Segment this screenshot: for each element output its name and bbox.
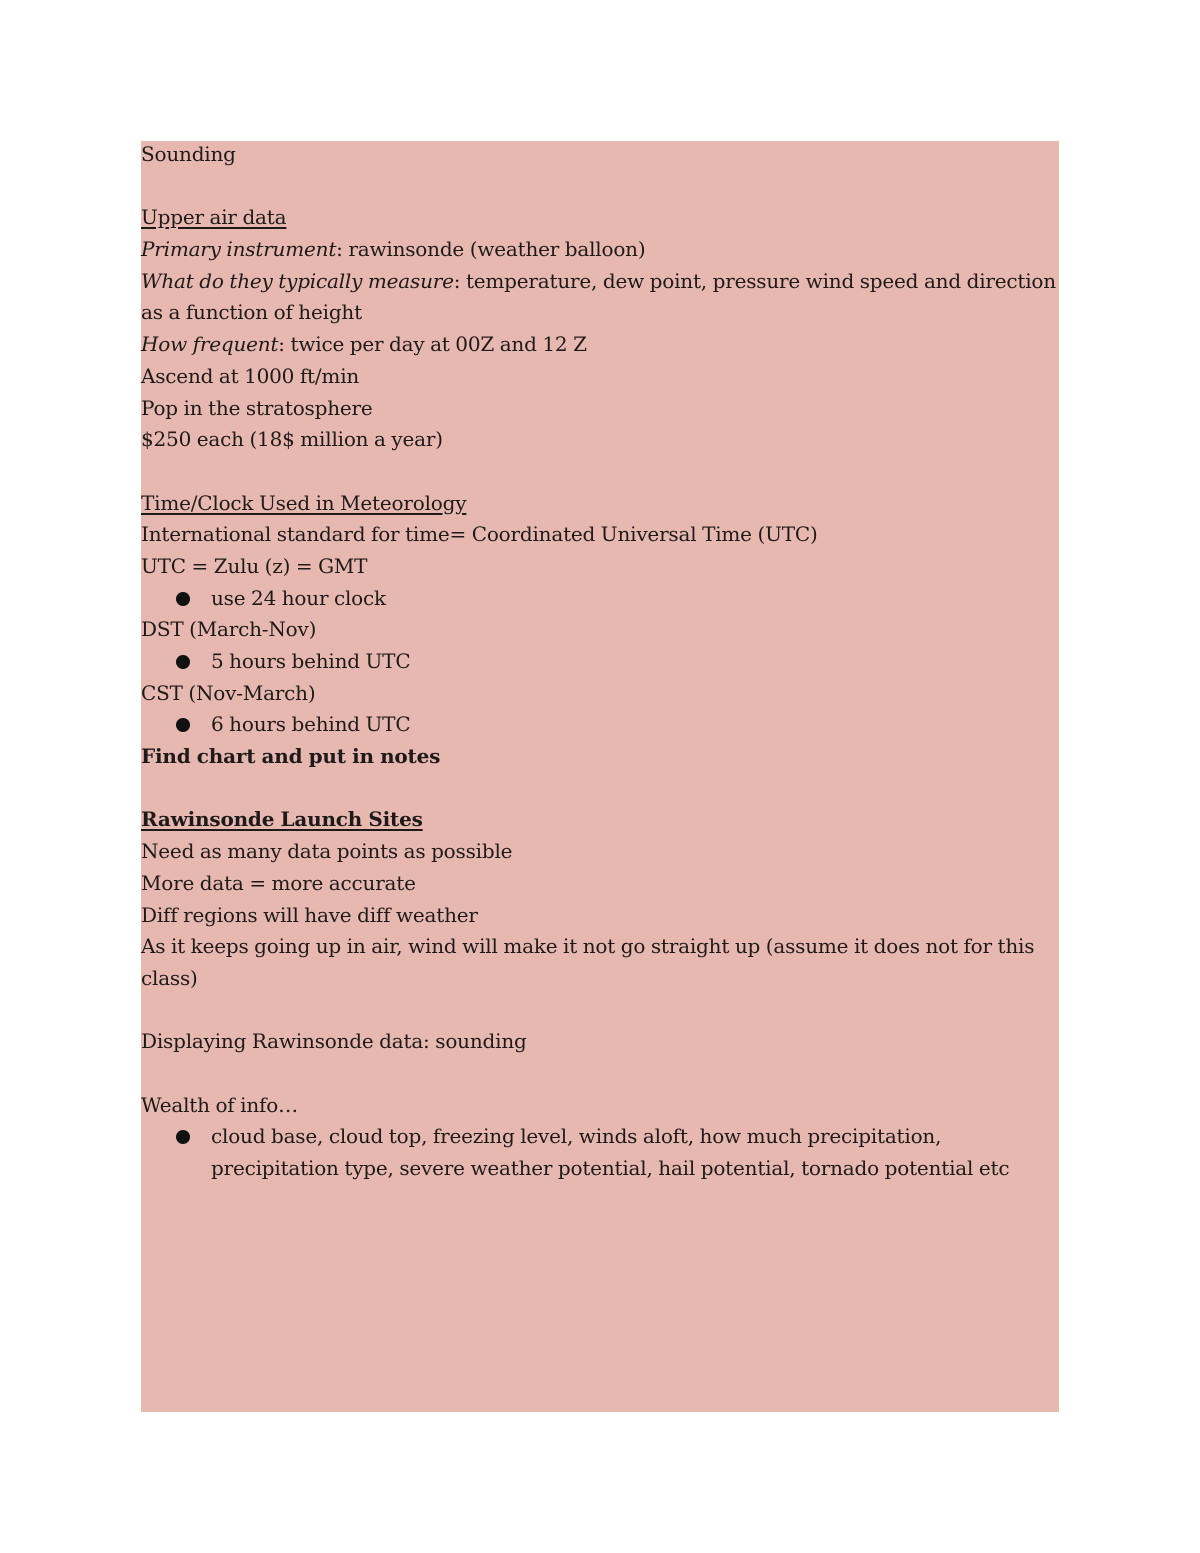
dst-bullet-list xyxy=(141,646,1059,678)
blank-line xyxy=(141,1058,1059,1090)
launch-line-3: Diff regions will have diff weather xyxy=(141,902,478,927)
instrument-line xyxy=(141,234,1059,266)
instrument-value: : rawinsonde (weather balloon) xyxy=(336,237,646,262)
measure-value: : temperature, dew point, pressure wind speed and direction xyxy=(453,268,1056,293)
blank-line xyxy=(141,773,1059,805)
launch-line-2: More data = more accurate xyxy=(141,870,416,895)
bullet-icon xyxy=(176,655,190,669)
section-heading-time-clock: Time/Clock Used in Meteorology xyxy=(141,490,467,515)
measure-line-cont: as a function of height xyxy=(141,300,362,325)
blank-line xyxy=(141,995,1059,1027)
ascend-line: Ascend at 1000 ft/min xyxy=(141,363,360,388)
chart-note: Find chart and put in notes xyxy=(141,744,441,769)
wealth-intro: Wealth of info… xyxy=(141,1092,298,1117)
wealth-bullet-text: cloud base, cloud top, freezing level, winds aloft, how much precipitation, precipitation type, severe weather potential, hail potential, tornado potential etc xyxy=(211,1124,1010,1181)
frequency-value: : twice per day at 00Z and 12 Z xyxy=(278,332,587,357)
utc-line: UTC = Zulu (z) = GMT xyxy=(141,553,368,578)
dst-line: DST (March-Nov) xyxy=(141,617,317,642)
bullet-icon xyxy=(176,1130,190,1144)
instrument-label: Primary instrument xyxy=(141,237,337,262)
utc-bullet-list xyxy=(141,583,1059,615)
list-item xyxy=(211,1121,1059,1184)
displaying-line: Displaying Rawinsonde data: sounding xyxy=(141,1029,527,1054)
blank-line xyxy=(141,456,1059,488)
document-body xyxy=(141,139,1059,1185)
pop-line: Pop in the stratosphere xyxy=(141,395,373,420)
cost-line: $250 each (18$ million a year) xyxy=(141,427,443,452)
blank-line xyxy=(141,171,1059,203)
list-item xyxy=(211,646,1059,678)
dst-bullet-text: 5 hours behind UTC xyxy=(211,649,411,674)
measure-line xyxy=(141,266,1059,298)
page-title: Sounding xyxy=(141,142,236,166)
cst-bullet-text: 6 hours behind UTC xyxy=(211,712,411,737)
launch-line-1: Need as many data points as possible xyxy=(141,839,513,864)
launch-line-4: As it keeps going up in air, wind will make it not go straight up (assume it does not for this class) xyxy=(141,934,1035,990)
section-heading-upper-air: Upper air data xyxy=(141,205,287,230)
cst-line: CST (Nov-March) xyxy=(141,680,316,705)
standard-line: International standard for time= Coordinated Universal Time (UTC) xyxy=(141,522,818,547)
bullet-icon xyxy=(176,718,190,732)
utc-bullet-text: use 24 hour clock xyxy=(211,585,386,610)
frequency-line xyxy=(141,329,1059,361)
measure-label: What do they typically measure xyxy=(141,268,454,293)
section-heading-launch-sites: Rawinsonde Launch Sites xyxy=(141,807,423,832)
bullet-icon xyxy=(176,592,190,606)
list-item xyxy=(211,583,1059,615)
list-item xyxy=(211,709,1059,741)
wealth-bullet-list xyxy=(141,1121,1059,1184)
frequency-label: How frequent xyxy=(141,332,279,357)
cst-bullet-list xyxy=(141,709,1059,741)
